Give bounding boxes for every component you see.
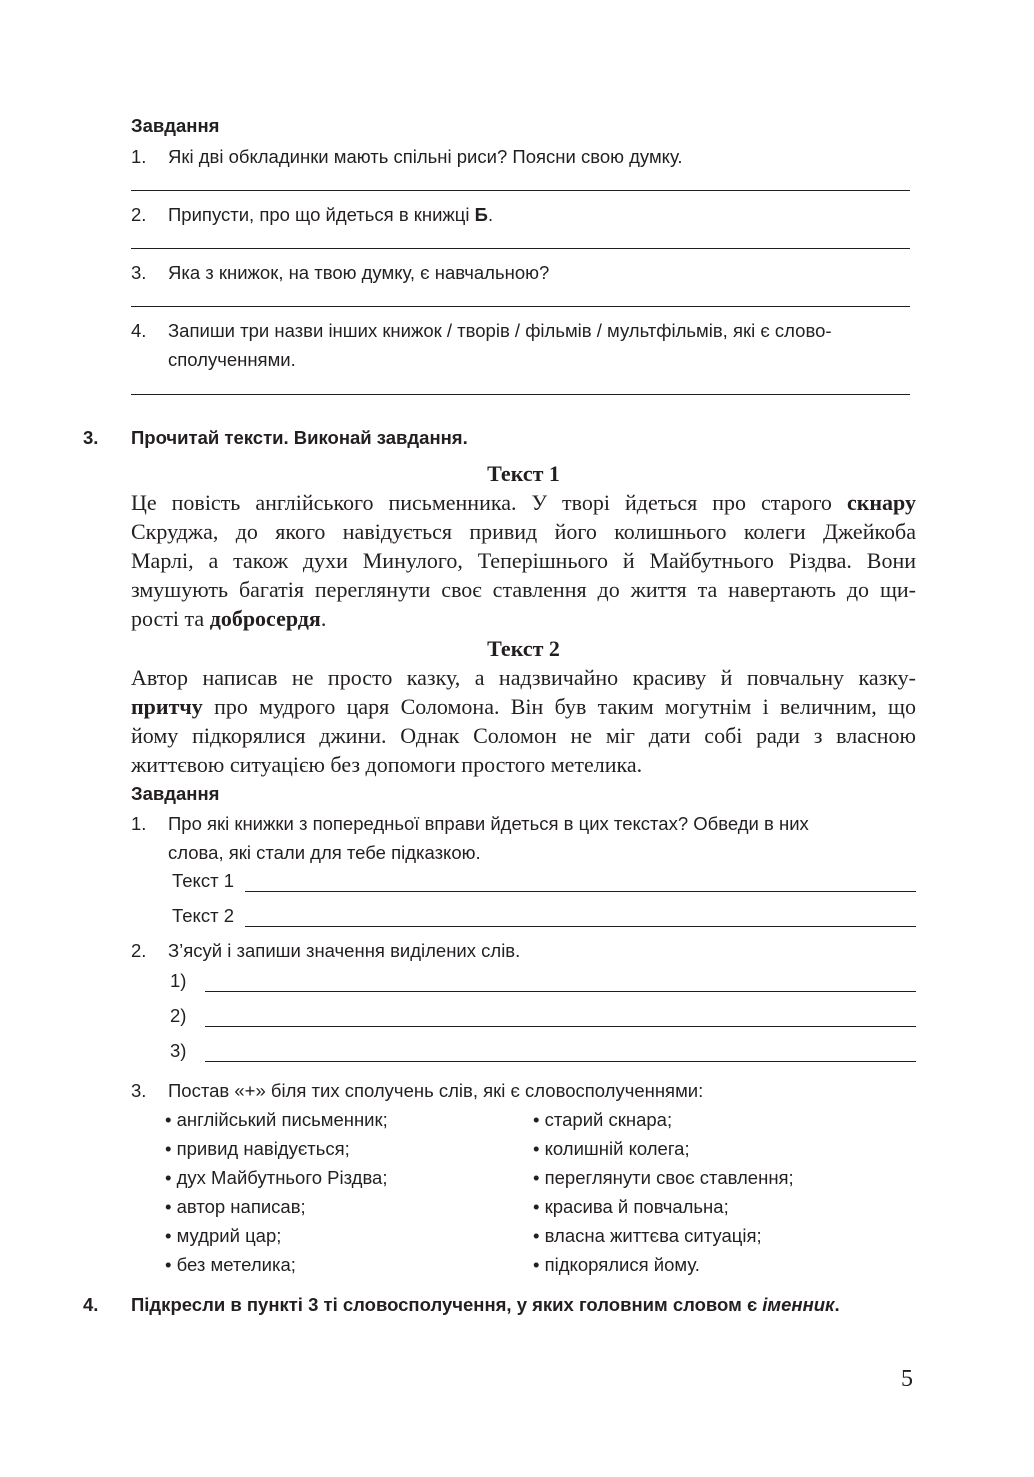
- task-header: Завдання: [131, 115, 220, 136]
- list-item[interactable]: • мудрий цар;: [165, 1225, 282, 1246]
- question-text: Запиши три назви інших книжок / творів / фільмів / мультфільмів, які є слово-: [168, 320, 832, 341]
- list-item[interactable]: • без метелика;: [165, 1254, 296, 1275]
- list-item[interactable]: • автор написав;: [165, 1196, 306, 1217]
- exercise-title: Підкресли в пункті 3 ті словосполучення, у яких головним словом є іменник.: [131, 1294, 840, 1315]
- answer-line[interactable]: [131, 306, 910, 307]
- answer-line[interactable]: [131, 248, 910, 249]
- exercise-number: 4.: [83, 1294, 99, 1315]
- task-header: Завдання: [131, 783, 220, 804]
- question-text: Про які книжки з попередньої вправи йдеться в цих текстах? Обведи в них: [168, 813, 809, 834]
- list-item[interactable]: • переглянути своє ставлення;: [533, 1167, 794, 1188]
- text-line: Це повість англійського письменника. У творі йдеться про старого скнару: [131, 490, 916, 515]
- list-item[interactable]: • дух Майбутнього Різдва;: [165, 1167, 388, 1188]
- answer-label: 1): [170, 970, 187, 991]
- exercise-title: Прочитай тексти. Виконай завдання.: [131, 427, 468, 448]
- answer-line[interactable]: [205, 991, 916, 992]
- answer-line[interactable]: [205, 1026, 916, 1027]
- question-text: сполученнями.: [168, 349, 296, 370]
- text-line: рості та добросердя.: [131, 606, 327, 631]
- question-text: слова, які стали для тебе підказкою.: [168, 842, 481, 863]
- list-item[interactable]: • англійський письменник;: [165, 1109, 388, 1130]
- question-number: 1.: [131, 146, 147, 167]
- list-item[interactable]: • підкорялися йому.: [533, 1254, 700, 1275]
- list-item[interactable]: • красива й повчальна;: [533, 1196, 729, 1217]
- question-text: Яка з книжок, на твою думку, є навчальною?: [168, 262, 550, 283]
- answer-line[interactable]: [245, 891, 916, 892]
- list-item[interactable]: • власна життєва ситуація;: [533, 1225, 762, 1246]
- list-item[interactable]: • старий скнара;: [533, 1109, 673, 1130]
- text-heading: Текст 1: [487, 461, 560, 486]
- question-text: Постав «+» біля тих сполучень слів, які є словосполученнями:: [168, 1080, 704, 1101]
- text-line: змушують багатія переглянути своє ставлення до життя та навертають до щи-: [131, 577, 916, 602]
- question-text: З’ясуй і запиши значення виділених слів.: [168, 940, 521, 961]
- question-number: 2.: [131, 940, 147, 961]
- text-line: притчу про мудрого царя Соломона. Він був таким могутнім і величним, що: [131, 694, 916, 719]
- answer-label: 3): [170, 1040, 187, 1061]
- answer-line[interactable]: [205, 1061, 916, 1062]
- text-line: життєвою ситуацією без допомоги простого метелика.: [131, 752, 643, 777]
- exercise-number: 3.: [83, 427, 99, 448]
- text-line: Скруджа, до якого навідується привид його колишнього колеги Джейкоба: [131, 519, 916, 544]
- question-text: Які дві обкладинки мають спільні риси? Поясни свою думку.: [168, 146, 683, 167]
- answer-line[interactable]: [131, 394, 910, 395]
- list-item[interactable]: • колишній колега;: [533, 1138, 690, 1159]
- page-number: 5: [901, 1366, 913, 1392]
- answer-label: 2): [170, 1005, 187, 1026]
- question-number: 1.: [131, 813, 147, 834]
- text-line: Марлі, а також духи Минулого, Теперішнього й Майбутнього Різдва. Вони: [131, 548, 916, 573]
- text-line: йому підкорялися джини. Однак Соломон не міг дати собі ради з власною: [131, 723, 916, 748]
- text-heading: Текст 2: [487, 636, 560, 661]
- list-item[interactable]: • привид навідується;: [165, 1138, 350, 1159]
- question-text: Припусти, про що йдеться в книжці Б.: [168, 204, 494, 225]
- answer-label: Текст 2: [172, 905, 235, 926]
- question-number: 2.: [131, 204, 147, 225]
- answer-line[interactable]: [245, 926, 916, 927]
- text-line: Автор написав не просто казку, а надзвичайно красиву й повчальну казку-: [131, 665, 916, 690]
- question-number: 3.: [131, 262, 147, 283]
- answer-line[interactable]: [131, 190, 910, 191]
- question-number: 4.: [131, 320, 147, 341]
- question-number: 3.: [131, 1080, 147, 1101]
- answer-label: Текст 1: [172, 870, 235, 891]
